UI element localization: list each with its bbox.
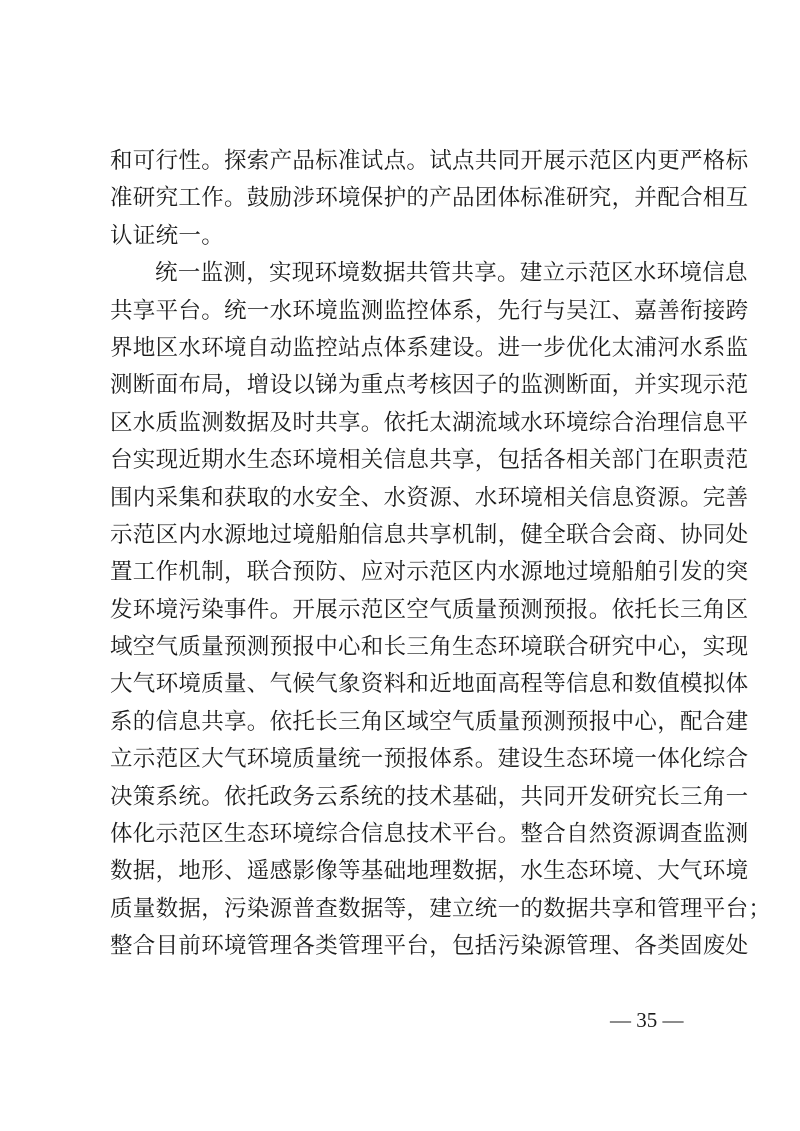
text-line: 测断面布局，增设以锑为重点考核因子的监测断面，并实现示范 <box>110 372 749 399</box>
text-line: 整合目前环境管理各类管理平台，包括污染源管理、各类固废处 <box>110 933 749 960</box>
text-line: 示范区内水源地过境船舶信息共享机制，健全联合会商、协同处 <box>110 521 749 548</box>
text-line: 共享平台。统一水环境监测监控体系，先行与吴江、嘉善衔接跨 <box>110 297 749 324</box>
text-line: 立示范区大气环境质量统一预报体系。建设生态环境一体化综合 <box>110 746 749 773</box>
text-line: 域空气质量预测预报中心和长三角生态环境联合研究中心，实现 <box>110 634 749 661</box>
paragraph-2 <box>110 255 772 965</box>
text-line: 体化示范区生态环境综合信息技术平台。整合自然资源调查监测 <box>110 821 749 848</box>
text-line: 台实现近期水生态环境相关信息共享，包括各相关部门在职责范 <box>110 447 749 474</box>
text-line: 质量数据，污染源普查数据等，建立统一的数据共享和管理平台； <box>110 895 772 922</box>
text-line: 决策系统。依托政务云系统的技术基础，共同开发研究长三角一 <box>110 783 749 810</box>
text-line: 置工作机制，联合预防、应对示范区内水源地过境船舶引发的突 <box>110 559 749 586</box>
text-line: 和可行性。探索产品标准试点。试点共同开展示范区内更严格标 <box>110 148 749 174</box>
text-line: 数据，地形、遥感影像等基础地理数据，水生态环境、大气环境 <box>110 858 749 885</box>
page-number: — 35 — <box>610 1008 684 1032</box>
text-line: 界地区水环境自动监控站点体系建设。进一步优化太浦河水系监 <box>110 334 749 361</box>
body-text <box>110 143 772 966</box>
text-line: 认证统一。 <box>110 222 225 249</box>
text-line: 区水质监测数据及时共享。依托太湖流域水环境综合治理信息平 <box>110 409 749 436</box>
text-line: 系的信息共享。依托长三角区域空气质量预测预报中心，配合建 <box>110 708 749 735</box>
text-line: 大气环境质量、气候气象资料和近地面高程等信息和数值模拟体 <box>110 671 749 698</box>
text-line: 围内采集和获取的水安全、水资源、水环境相关信息资源。完善 <box>110 484 749 511</box>
text-line: 统一监测，实现环境数据共管共享。建立示范区水环境信息 <box>155 260 748 287</box>
text-line: 发环境污染事件。开展示范区空气质量预测预报。依托长三角区 <box>110 596 749 623</box>
paragraph-1 <box>110 143 749 255</box>
text-line: 准研究工作。鼓励涉环境保护的产品团体标准研究，并配合相互 <box>110 185 749 212</box>
